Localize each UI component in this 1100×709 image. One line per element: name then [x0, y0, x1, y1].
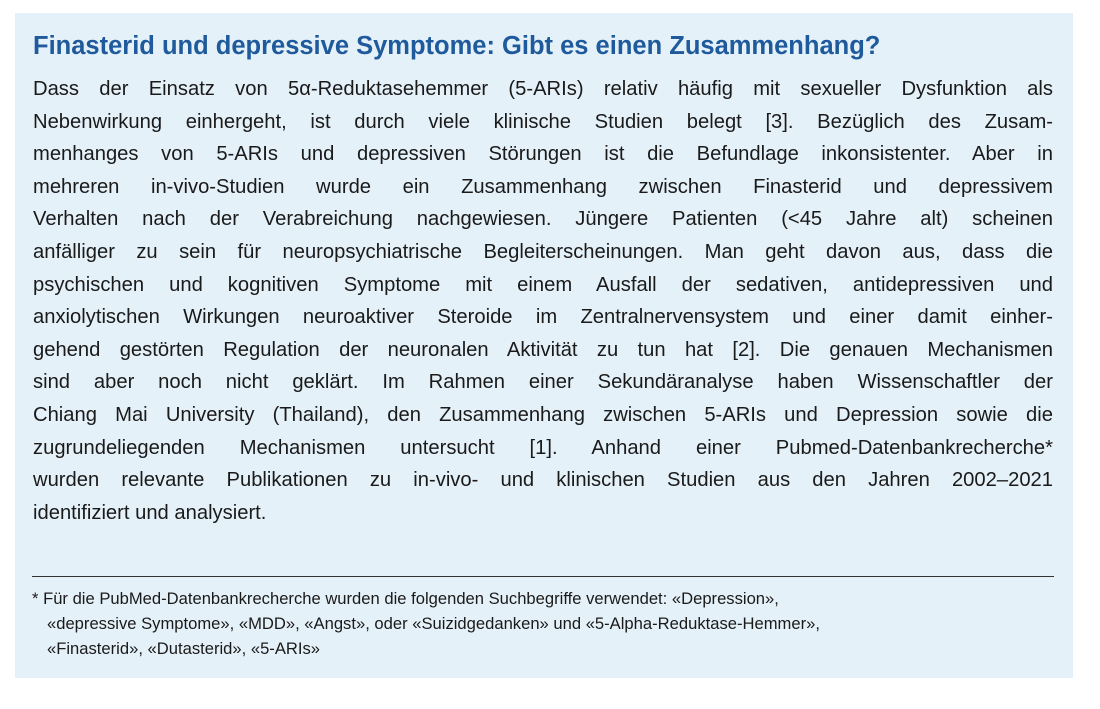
- box-body-text: [33, 73, 1053, 529]
- body-line: Verhalten nach der Verabreichung nachgewiesen. Jüngere Patienten (<45 Jahre alt) scheinen: [33, 208, 1053, 231]
- body-line: Nebenwirkung einhergeht, ist durch viele klinische Studien belegt [3]. Bezüglich des Zusam-: [33, 110, 1053, 133]
- info-box: [15, 13, 1073, 678]
- body-line: menhanges von 5-ARIs und depressiven Störungen ist die Befundlage inkonsistenter. Aber in: [33, 143, 1053, 166]
- footnote-line: «depressive Symptome», «MDD», «Angst», oder «Suizidgedanken» und «5-Alpha-Reduktase-Hemmer»,: [47, 614, 820, 633]
- body-line: Dass der Einsatz von 5α-Reduktasehemmer (5-ARIs) relativ häufig mit sexueller Dysfunktion als: [33, 78, 1053, 100]
- footnote-line: * Für die PubMed-Datenbankrecherche wurden die folgenden Suchbegriffe verwendet: «Depression»,: [32, 589, 779, 608]
- body-line: anfälliger zu sein für neuropsychiatrische Begleiterscheinungen. Man geht davon aus, dass die: [33, 240, 1053, 263]
- body-line: Chiang Mai University (Thailand), den Zusammenhang zwischen 5-ARIs und Depression sowie die: [33, 403, 1053, 426]
- body-line: anxiolytischen Wirkungen neuroaktiver Steroide im Zentralnervensystem und einer damit einher-: [33, 306, 1053, 329]
- body-line: mehreren in-vivo-Studien wurde ein Zusammenhang zwischen Finasterid und depressivem: [33, 175, 1053, 198]
- body-line: identifiziert und analysiert.: [33, 501, 267, 524]
- body-line: psychischen und kognitiven Symptome mit einem Ausfall der sedativen, antidepressiven und: [33, 273, 1053, 296]
- body-line: zugrundeliegenden Mechanismen untersucht [1]. Anhand einer Pubmed-Datenbankrecherche*: [33, 436, 1053, 459]
- body-line: wurden relevante Publikationen zu in-vivo- und klinischen Studien aus den Jahren 2002–2021: [33, 469, 1053, 492]
- box-title: Finasterid und depressive Symptome: Gibt es einen Zusammenhang?: [33, 32, 881, 60]
- footnote: [32, 586, 1042, 661]
- footnote-divider: [32, 576, 1054, 577]
- body-line: sind aber noch nicht geklärt. Im Rahmen einer Sekundäranalyse haben Wissenschaftler der: [33, 371, 1053, 394]
- body-line: gehend gestörten Regulation der neuronalen Aktivität zu tun hat [2]. Die genauen Mechanismen: [33, 338, 1053, 361]
- footnote-line: «Finasterid», «Dutasterid», «5-ARIs»: [47, 639, 321, 658]
